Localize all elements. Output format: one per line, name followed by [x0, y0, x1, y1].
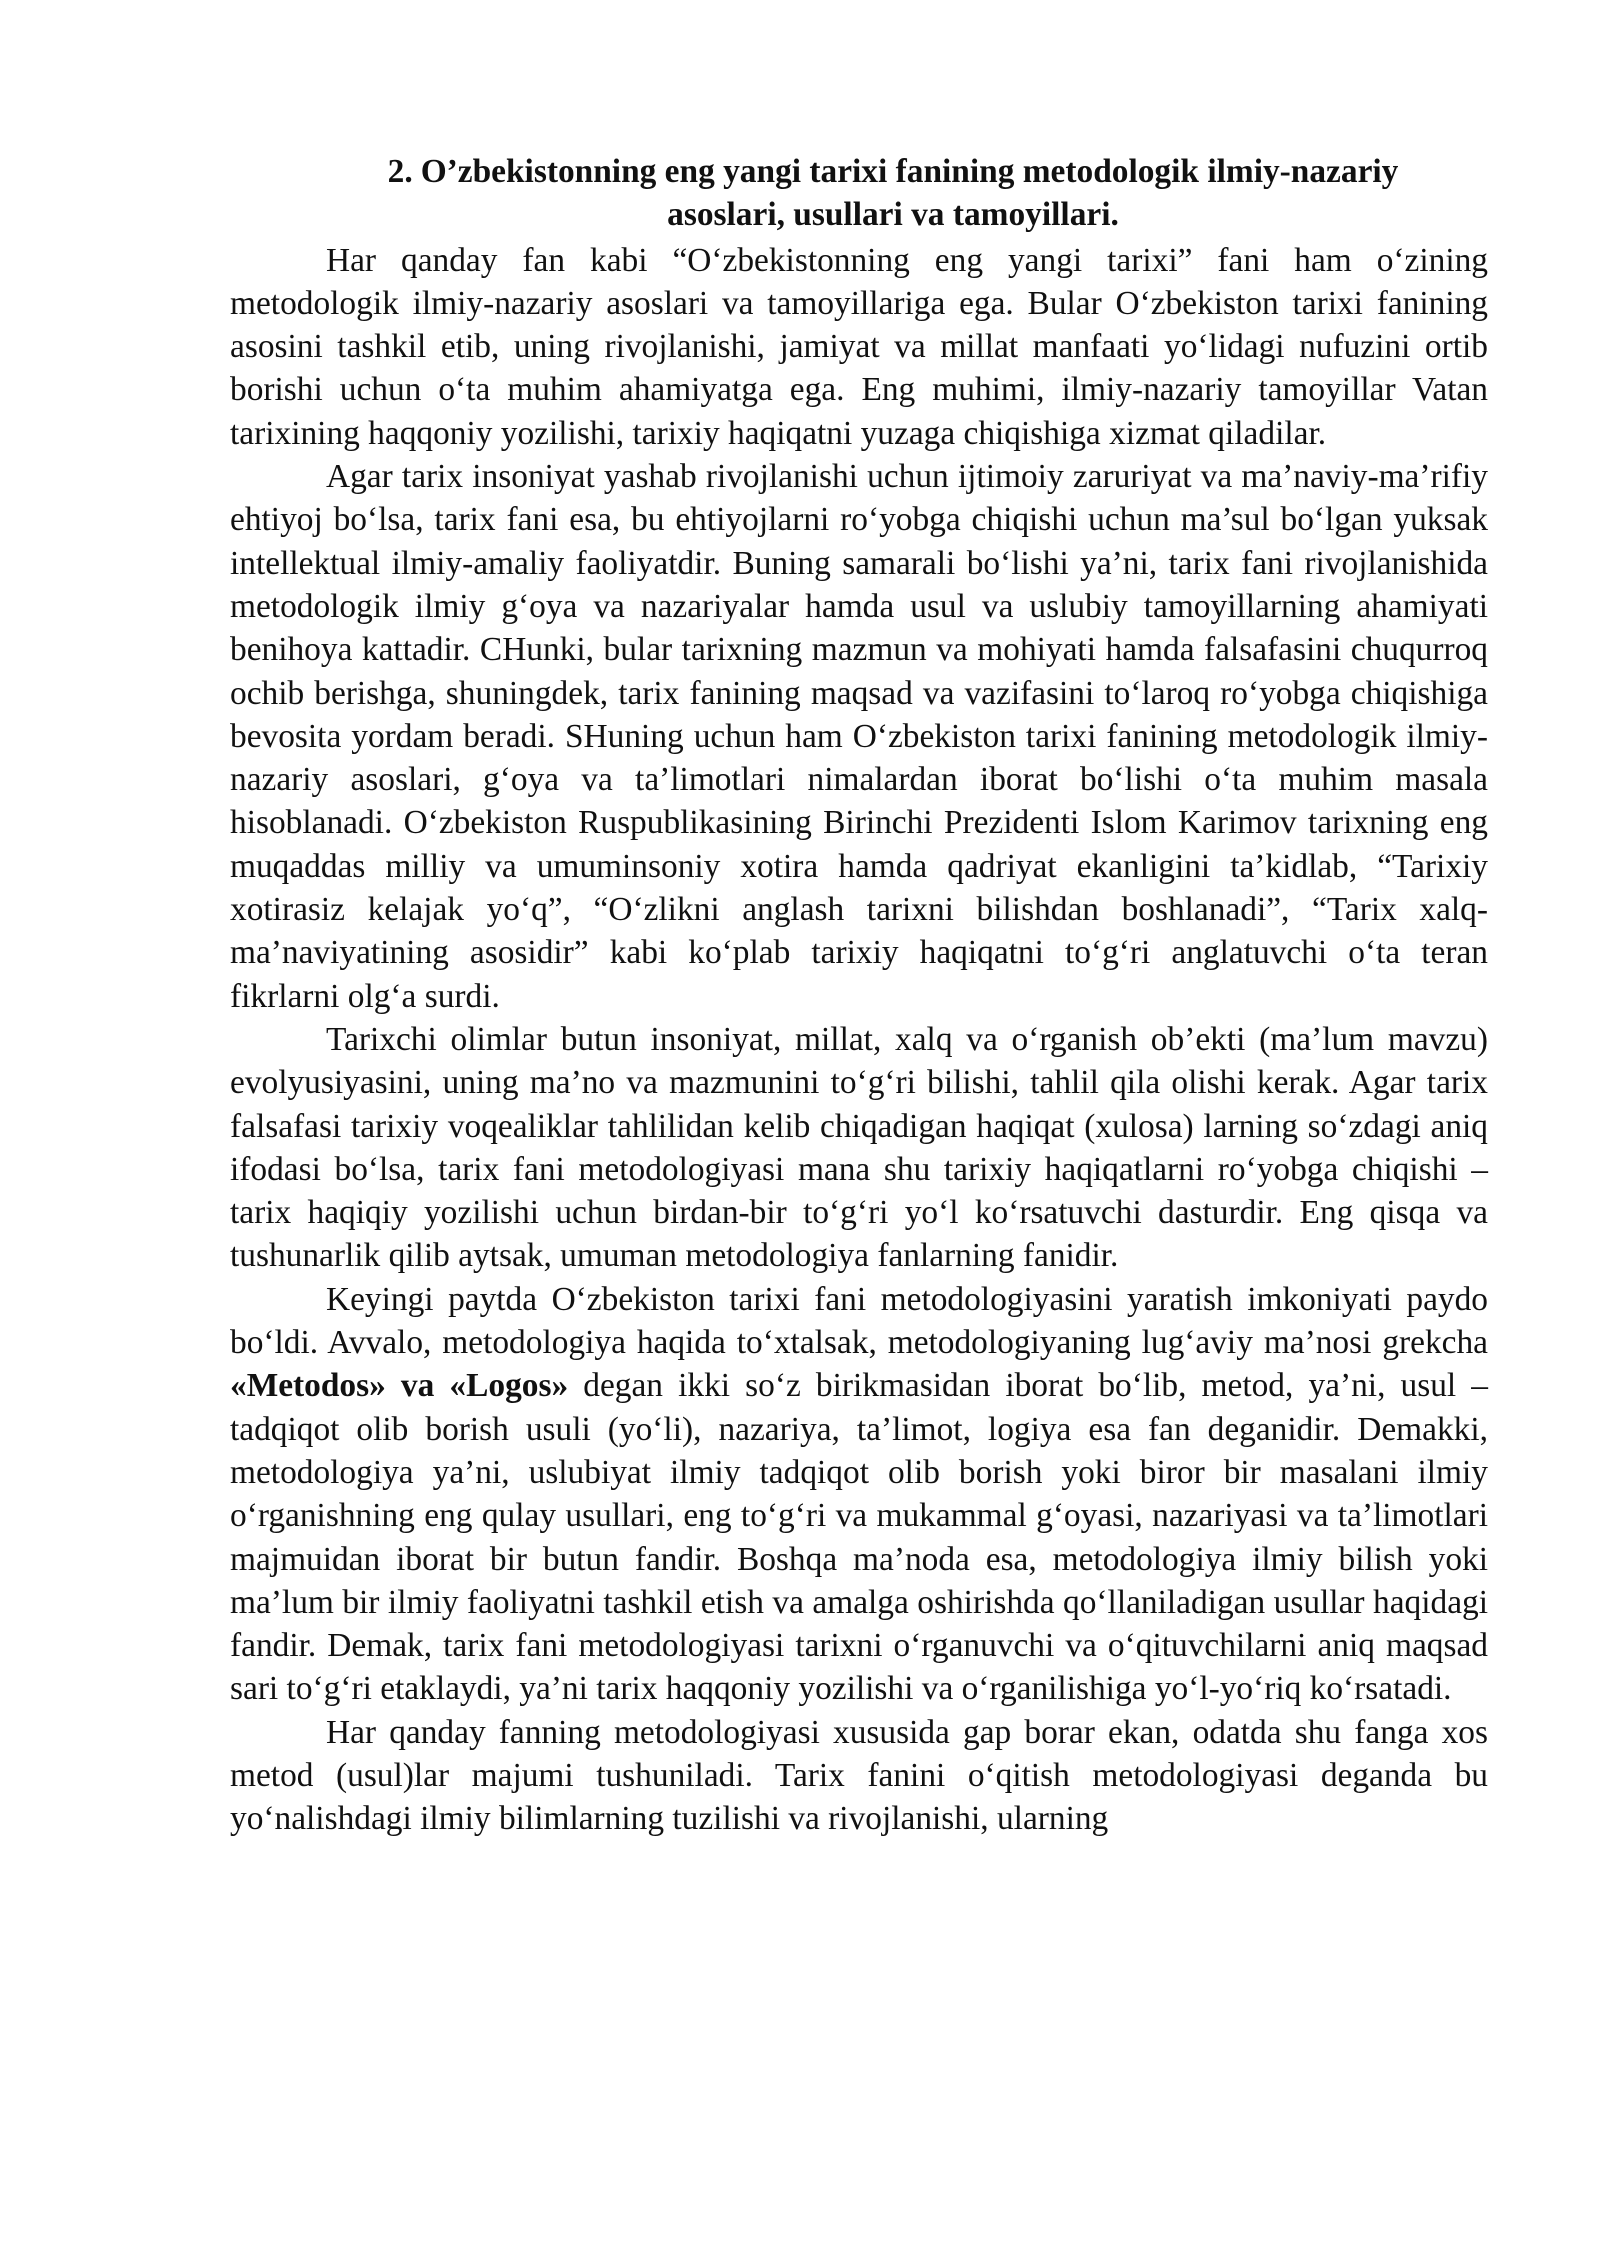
paragraph-3: Tarixchi olimlar butun insoniyat, millat, xalq va o‘rganish ob’ekti (ma’lum mavzu) evolyusiyasini, uning ma’no va mazmunini to‘g‘ri bilishi, tahlil qila olishi kerak. Agar tarix falsafasi tarixiy voqealiklar tahlilidan kelib chiqadigan haqiqat (xulosa) larning so‘zdagi aniq ifodasi bo‘lsa, tarix fani metodologiyasi mana shu tarixiy haqiqatlarni ro‘yobga chiqishi – tarix haqiqiy yozilishi uchun birdan-bir to‘g‘ri yo‘l ko‘rsatuvchi dasturdir. Eng qisqa va tushunarlik qilib aytsak, umuman metodologiya fanlarning fanidir.: [230, 1020, 1488, 1275]
paragraph-4-text-after: degan ikki so‘z birikmasidan iborat bo‘lib, metod, ya’ni, usul – tadqiqot olib borish usuli (yo‘li), nazariya, ta’limot, logiya esa fan deganidir. Demakki, metodologiya ya’ni, uslubiyat ilmiy tadqiqot olib borish yoki biror bir masalani ilmiy o‘rganishning eng qulay usullari, eng to‘g‘ri va mukammal g‘oyasi, nazariyasi va ta’limotlari majmuidan iborat bir butun fandir. Boshqa ma’noda esa, metodologiya ilmiy bilish yoki ma’lum bir ilmiy faoliyatni tashkil etish va amalga oshirishda qo‘llaniladigan usullar haqidagi fandir. Demak, tarix fani metodologiyasi tarixni o‘rganuvchi va o‘qituvchilarni aniq maqsad sari to‘g‘ri etaklaydi, ya’ni tarix haqqoniy yozilishi va o‘rganilishiga yo‘l-yo‘riq ko‘rsatadi.: [230, 1367, 1488, 1708]
paragraph-1: Har qanday fan kabi “O‘zbekistonning eng yangi tarixi” fani ham o‘zining metodologik ilmiy-nazariy asoslari va tamoyillariga ega. Bular O‘zbekiston tarixi fanining asosini tashkil etib, uning rivojlanishi, jamiyat va millat manfaati yo‘lidagi nufuzini ortib borishi uchun o‘ta muhim ahamiyatga ega. Eng muhimi, ilmiy-nazariy tamoyillar Vatan tarixining haqqoniy yozilishi, tarixiy haqiqatni yuzaga chiqishiga xizmat qiladilar.: [230, 241, 1488, 452]
section-heading: [230, 150, 1488, 237]
paragraph-5: Har qanday fanning metodologiyasi xususida gap borar ekan, odatda shu fanga xos metod (usul)lar majumi tushuniladi. Tarix fanini o‘qitish metodologiyasi deganda bu yo‘nalishdagi ilmiy bilimlarning tuzilishi va rivojlanishi, ularning: [230, 1713, 1488, 1838]
paragraph-2: Agar tarix insoniyat yashab rivojlanishi uchun ijtimoiy zaruriyat va ma’naviy-ma’rifiy ehtiyoj bo‘lsa, tarix fani esa, bu ehtiyojlarni ro‘yobga chiqishi uchun ma’sul bo‘lgan yuksak intellektual ilmiy-amaliy faoliyatdir. Buning samarali bo‘lishi ya’ni, tarix fani rivojlanishida metodologik ilmiy g‘oya va nazariyalar hamda usul va uslubiy tamoyillarning ahamiyati benihoya kattadir. CHunki, bular tarixning mazmun va mohiyati hamda falsafasini chuqurroq ochib berishga, shuningdek, tarix fanining maqsad va vazifasini to‘laroq ro‘yobga chiqishiga bevosita yordam beradi. SHuning uchun ham O‘zbekiston tarixi fanining metodologik ilmiy-nazariy asoslari, g‘oya va ta’limotlari nimalardan iborat bo‘lishi o‘ta muhim masala hisoblanadi. O‘zbekiston Ruspublikasining Birinchi Prezidenti Islom Karimov tarixning eng muqaddas milliy va umuminsoniy xotira hamda qadriyat ekanligini ta’kidlab, “Tarixiy xotirasiz kelajak yo‘q”, “O‘zlikni anglash tarixni bilishdan boshlanadi”, “Tarix xalq-ma’naviyatining asosidir” kabi ko‘plab tarixiy haqiqatni to‘g‘ri anglatuvchi o‘ta teran fikrlarni olg‘a surdi.: [230, 458, 1488, 1015]
section-number: 2.: [387, 153, 413, 190]
section-title-part-1: O’zbekistonning eng yangi tarixi fanining metodologik ilmiy-nazariy: [420, 153, 1399, 190]
document-body: [230, 150, 1488, 1841]
paragraph-4-bold-terms: «Metodos» va «Logos»: [230, 1367, 569, 1405]
paragraph-4: [230, 1278, 1488, 1711]
section-heading-line-1: [298, 150, 1488, 193]
section-title-part-2: asoslari, usullari va tamoyillari.: [667, 196, 1119, 234]
paragraph-4-text-before: Keyingi paytda O‘zbekiston tarixi fani metodologiyasini yaratish imkoniyati paydo bo‘ldi. Avvalo, metodologiya haqida to‘xtalsak, metodologiyaning lug‘aviy ma’nosi grekcha: [230, 1280, 1488, 1362]
